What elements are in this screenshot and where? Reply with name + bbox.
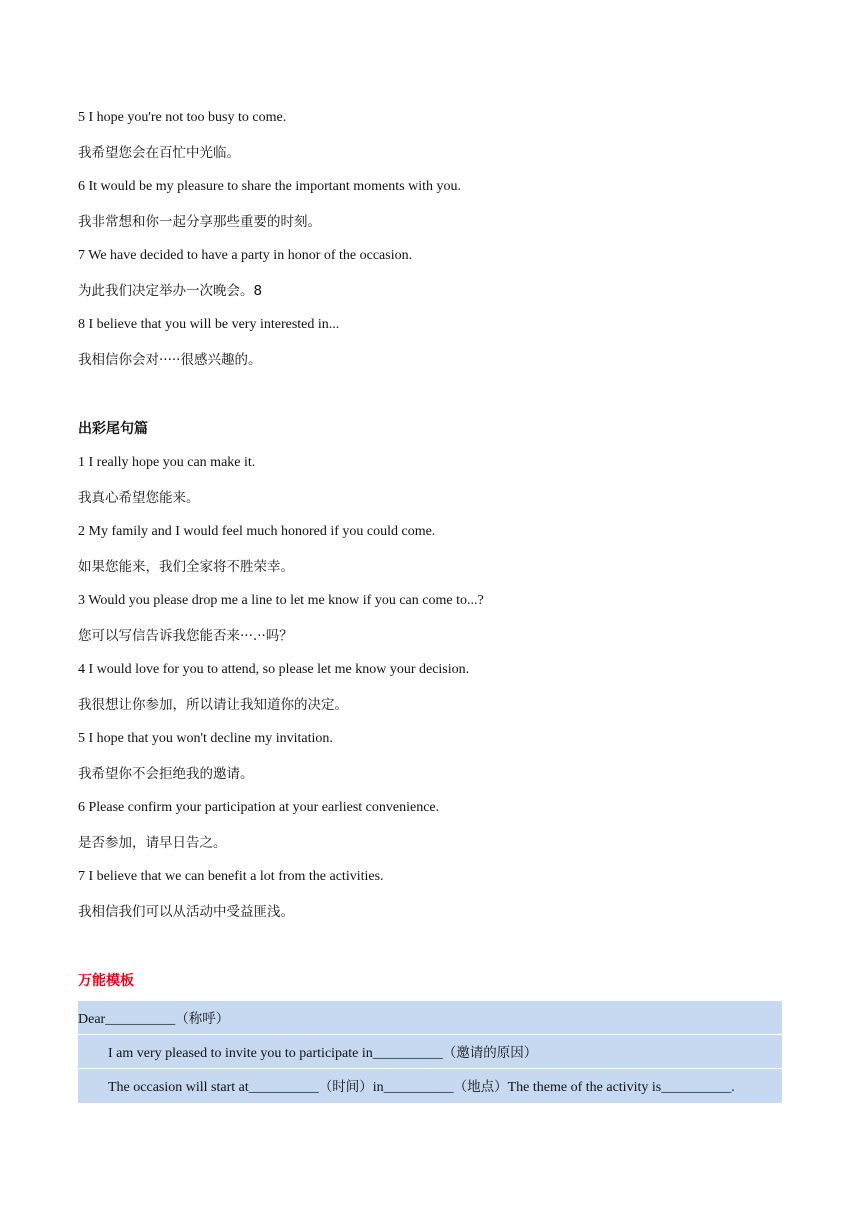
closing-en-6: 6 Please confirm your participation at your earliest convenience. [78, 800, 440, 815]
section-heading-template: 万能模板 [78, 972, 134, 989]
sentence-en-6: 6 It would be my pleasure to share the important moments with you. [78, 179, 461, 194]
template-box [78, 1001, 782, 1103]
closing-en-3: 3 Would you please drop me a line to let me know if you can come to...? [78, 593, 484, 608]
template-invitation-hint: （邀请的原因） [442, 1045, 538, 1061]
section-closing-phrases [78, 419, 782, 922]
closing-en-7: 7 I believe that we can benefit a lot from the activities. [78, 869, 384, 884]
template-salutation-hint: （称呼） [175, 1011, 230, 1027]
closing-zh-7: 我相信我们可以从活动中受益匪浅。 [78, 903, 294, 920]
closing-en-5: 5 I hope that you won't decline my invitation. [78, 731, 333, 746]
template-row-salutation [78, 1001, 782, 1035]
closing-zh-1: 我真心希望您能来。 [78, 489, 200, 506]
template-row-details [78, 1069, 782, 1103]
section-spacer [78, 384, 782, 419]
sentence-zh-6: 我非常想和你一起分享那些重要的时刻。 [78, 213, 321, 230]
document-page [78, 108, 782, 1103]
template-salutation-text: Dear__________ [78, 1012, 176, 1027]
sentence-en-8: 8 I believe that you will be very interested in... [78, 317, 340, 332]
closing-en-1: 1 I really hope you can make it. [78, 455, 256, 470]
sentence-en-5: 5 I hope you're not too busy to come. [78, 110, 287, 125]
template-invitation-text: I am very pleased to invite you to participate in__________ [108, 1046, 443, 1061]
closing-zh-5: 我希望你不会拒绝我的邀请。 [78, 765, 254, 782]
closing-en-4: 4 I would love for you to attend, so please let me know your decision. [78, 662, 470, 677]
template-time-hint: （时间） [318, 1079, 373, 1095]
section-spacer [78, 936, 782, 971]
sentence-zh-7: 为此我们决定举办一次晚会。8 [78, 282, 263, 299]
template-theme-text: The theme of the activity is__________. [507, 1080, 735, 1095]
sentence-en-7: 7 We have decided to have a party in honor of the occasion. [78, 248, 413, 263]
closing-zh-4: 我很想让你参加，所以请让我知道你的决定。 [78, 696, 348, 713]
closing-zh-3: 您可以写信告诉我您能否来···.··吗？ [78, 627, 293, 644]
sentence-zh-5: 我希望您会在百忙中光临。 [78, 144, 240, 161]
sentence-zh-8: 我相信你会对·····很感兴趣的。 [78, 351, 262, 368]
closing-en-2: 2 My family and I would feel much honored if you could come. [78, 524, 436, 539]
section-template [78, 971, 782, 1104]
template-row-invitation [78, 1035, 782, 1069]
template-place-hint: （地点） [453, 1079, 508, 1095]
closing-zh-2: 如果您能来，我们全家将不胜荣幸。 [78, 558, 294, 575]
section-opening-phrases [78, 108, 782, 370]
template-time-text: The occasion will start at__________ [108, 1080, 319, 1095]
template-place-text: in__________ [372, 1080, 454, 1095]
section-heading-closing: 出彩尾句篇 [78, 420, 148, 437]
closing-zh-6: 是否参加，请早日告之。 [78, 834, 227, 851]
